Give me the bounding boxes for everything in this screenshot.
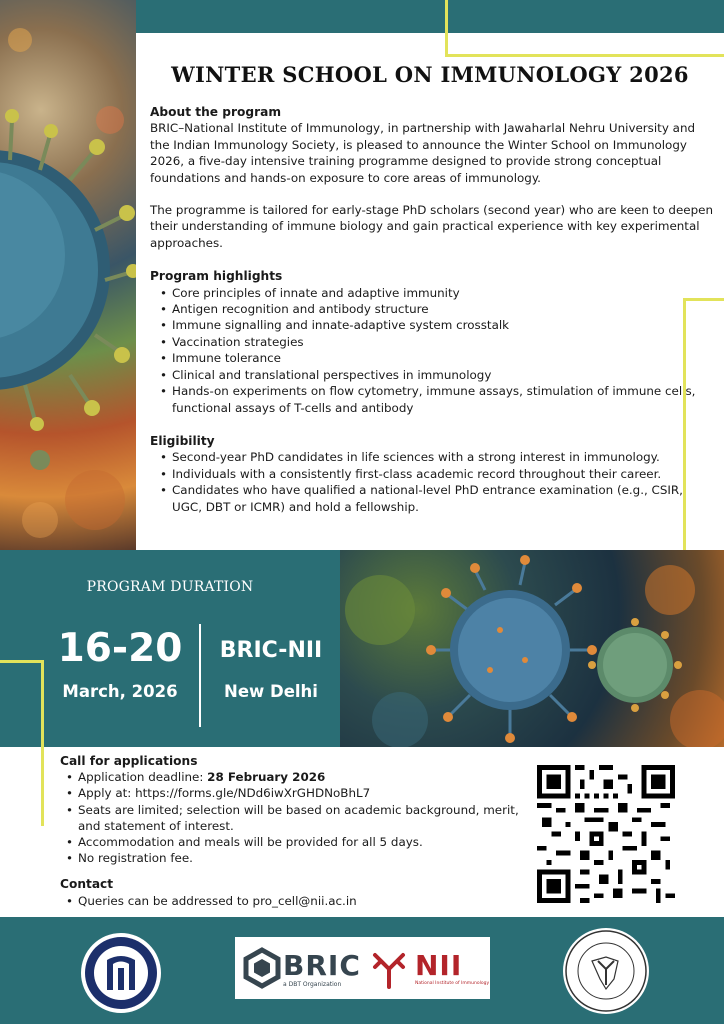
antibody-icon bbox=[367, 947, 411, 991]
list-item: • Vaccination strategies bbox=[160, 334, 715, 350]
list-item: • Antigen recognition and antibody structure bbox=[160, 301, 715, 317]
qr-code[interactable] bbox=[537, 765, 675, 903]
list-item: • Immune tolerance bbox=[160, 350, 715, 366]
list-item: • Clinical and translational perspectives in immunology bbox=[160, 367, 715, 383]
about-heading: About the program bbox=[150, 105, 282, 119]
list-item: • Core principles of innate and adaptive immunity bbox=[160, 285, 715, 301]
bric-logo-text: BRIC bbox=[283, 949, 361, 982]
list-item: • Second-year PhD candidates in life sciences with a strong interest in immunology. bbox=[160, 449, 715, 465]
duration-city: New Delhi bbox=[224, 682, 318, 701]
duration-venue: BRIC-NII bbox=[219, 638, 323, 663]
eligibility-heading: Eligibility bbox=[150, 433, 215, 448]
list-item: • Individuals with a consistently first-class academic record throughout their career. bbox=[160, 466, 715, 482]
decorative-frame-right bbox=[683, 298, 724, 550]
list-item: • No registration fee. bbox=[66, 850, 530, 866]
deadline-value: 28 February 2026 bbox=[207, 770, 326, 785]
duration-month: March, 2026 bbox=[62, 682, 178, 701]
page-title: WINTER SCHOOL ON IMMUNOLOGY 2026 bbox=[171, 62, 689, 87]
bric-emblem-icon bbox=[241, 947, 283, 989]
bric-nii-logo-box bbox=[235, 937, 490, 999]
call-heading: Call for applications bbox=[60, 754, 198, 768]
bric-logo-subtitle: a DBT Organization bbox=[283, 981, 342, 988]
contact-heading: Contact bbox=[60, 877, 114, 892]
duration-dates: 16-20 bbox=[57, 626, 183, 671]
deadline-label: Application deadline: bbox=[78, 770, 208, 785]
call-list bbox=[66, 769, 530, 866]
list-item: • Seats are limited; selection will be based on academic background, merit, and statement of interest. bbox=[66, 802, 530, 834]
list-item: • Candidates who have qualified a national-level PhD entrance examination (e.g., CSIR, UGC, DBT or ICMR) and hold a fellowship. bbox=[160, 482, 715, 515]
duration-divider bbox=[199, 624, 201, 727]
virus-illustration-right bbox=[340, 550, 724, 747]
list-item: • Hands-on experiments on flow cytometry, immune assays, stimulation of immune cells, functional assays of T-cells and antibody bbox=[160, 383, 715, 416]
list-item: • Accommodation and meals will be provided for all 5 days. bbox=[66, 834, 530, 850]
eligibility-list bbox=[160, 449, 715, 515]
nii-logo-subtitle: National Institute of Immunology bbox=[415, 981, 490, 986]
list-item bbox=[66, 769, 530, 785]
contact-list bbox=[66, 893, 530, 909]
apply-link[interactable]: • Apply at: https://forms.gle/NDd6iwXrGHDNoBhL7 bbox=[66, 785, 530, 801]
jnu-logo bbox=[80, 932, 162, 1014]
duration-heading: PROGRAM DURATION bbox=[86, 579, 254, 595]
program-duration-panel bbox=[0, 550, 340, 747]
nii-logo-text: NII bbox=[415, 949, 463, 982]
highlights-heading: Program highlights bbox=[150, 269, 283, 284]
about-paragraph-1: BRIC–National Institute of Immunology, in partnership with Jawaharlal Nehru University and the Indian Immunology Society, is pleased to announce the Winter School on Immunology 2026, a five-day intensive training programme designed to provide strong conceptual foundations and hands-on exposure to core areas of immunology. bbox=[150, 121, 696, 185]
highlights-list bbox=[160, 285, 715, 416]
decorative-frame-left bbox=[0, 660, 44, 826]
call-for-applications bbox=[60, 753, 530, 909]
about-paragraph-2: The programme is tailored for early-stage PhD scholars (second year) who are keen to deepen their understanding of immune biology and gain practical experience with key experimental approaches. bbox=[150, 203, 713, 250]
main-content bbox=[150, 104, 715, 515]
indian-immunology-society-logo bbox=[562, 927, 650, 1015]
contact-email[interactable]: • Queries can be addressed to pro_cell@nii.ac.in bbox=[66, 893, 530, 909]
virus-illustration-left bbox=[0, 0, 136, 550]
decorative-frame-top bbox=[445, 0, 724, 57]
list-item: • Immune signalling and innate-adaptive system crosstalk bbox=[160, 317, 715, 333]
